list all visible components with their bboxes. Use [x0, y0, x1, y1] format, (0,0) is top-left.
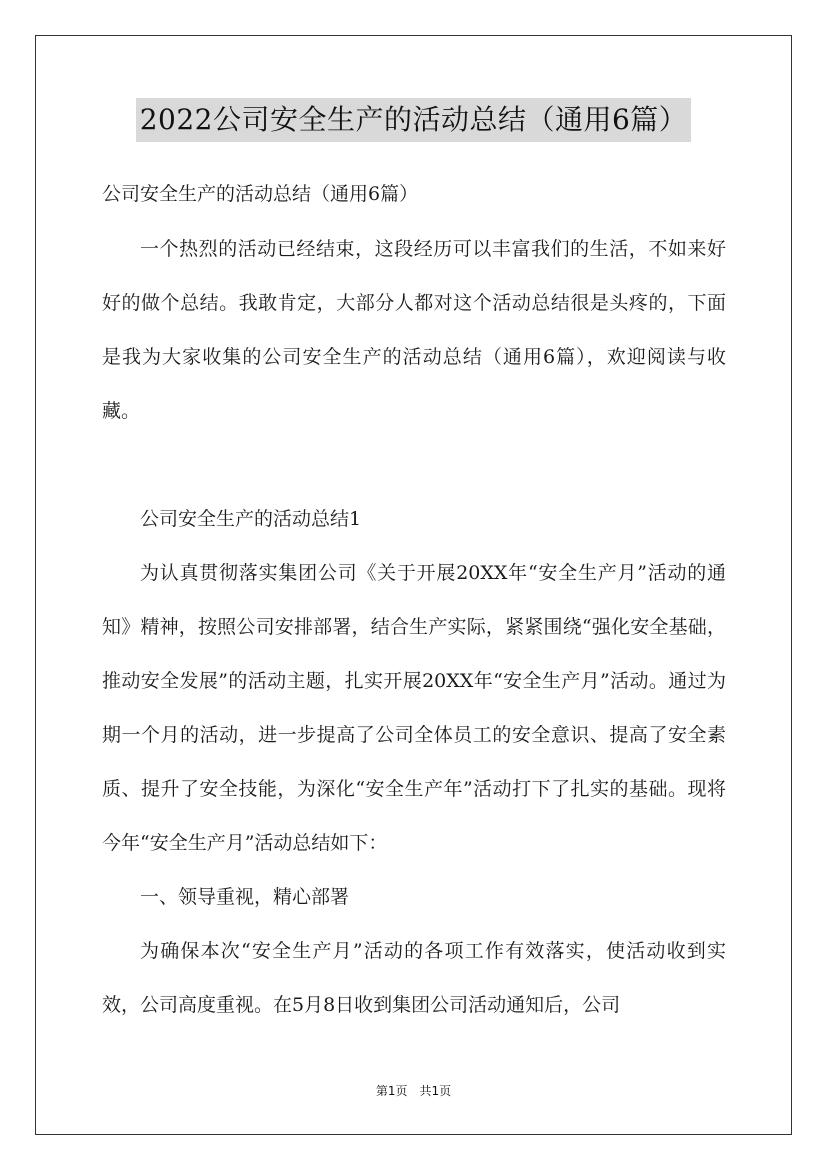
body-paragraph-2: 为确保本次“安全生产月”活动的各项工作有效落实，使活动收到实效，公司高度重视。在5月8日收到集团公司活动通知后，公司 — [102, 940, 726, 1016]
page-footer — [0, 1082, 827, 1099]
section-heading: 公司安全生产的活动总结1 — [140, 508, 362, 530]
body-paragraph-1: 为认真贯彻落实集团公司《关于开展20XX年“安全生产月”活动的通知》精神，按照公司安排部署，结合生产实际，紧紧围绕“强化安全基础，推动安全发展”的活动主题，扎实开展20XX年“安全生产月”活动。通过为期一个月的活动，进一步提高了公司全体员工的安全意识、提高了安全素质、提升了安全技能，为深化“安全生产年”活动打下了扎实的基础。现将今年“安全生产月”活动总结如下： — [102, 562, 726, 854]
intro-block — [102, 222, 726, 438]
body-section — [102, 492, 726, 1032]
page-number: 第1页 共1页 — [375, 1084, 452, 1098]
subtitle-block — [102, 168, 726, 220]
document-title: 2022公司安全生产的活动总结（通用6篇） — [136, 98, 692, 142]
title-container — [0, 98, 827, 142]
subheading-1: 一、领导重视，精心部署 — [140, 886, 350, 908]
intro-paragraph: 一个热烈的活动已经结束，这段经历可以丰富我们的生活，不如来好好的做个总结。我敢肯定，大部分人都对这个活动总结很是头疼的，下面是我为大家收集的公司安全生产的活动总结（通用6篇），欢迎阅读与收藏。 — [102, 238, 726, 422]
document-subtitle: 公司安全生产的活动总结（通用6篇） — [102, 183, 419, 205]
